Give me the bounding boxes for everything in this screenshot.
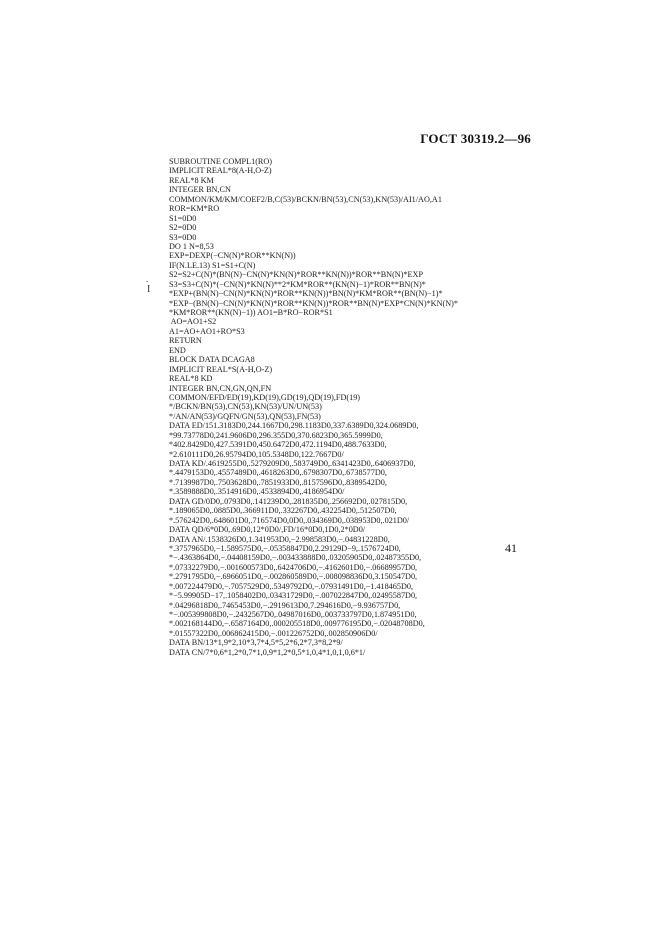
- code-line: BLOCK DATA DCAGA8: [169, 355, 255, 365]
- code-line: *.189065D0,.0885D0,.366911D0,.332267D0,.432254D0,.512507D0,: [169, 506, 397, 516]
- code-line: *−5.99905D−17,.1058402D0,.03431729D0,−.007022847D0,.02495587D0,: [169, 591, 418, 601]
- code-line: *.4479153D0,.4557489D0,.4618263D0,.6798307D0,.6738577D0,: [169, 468, 387, 478]
- fortran-code-listing: [169, 157, 529, 657]
- code-line: IF(N.LE.13) S1=S1+C(N): [169, 260, 256, 270]
- code-line: SUBROUTINE COMPL1(RO): [169, 157, 273, 166]
- code-line: COMMON/KM/KM/COEF2/B,C(53)/BCKN/BN(53),CN(53),KN(53)/AI1/AO,A1: [169, 194, 442, 204]
- code-line: DO 1 N=8,53: [169, 241, 214, 251]
- code-line: A1=AO+AO1+RO*S3: [169, 326, 245, 336]
- code-line: INTEGER BN,CN: [169, 185, 231, 195]
- code-line: INTEGER BN,CN,GN,QN,FN: [169, 383, 272, 393]
- code-line: *.2791795D0,−.6966051D0,−.002860589D0,−.008098836D0,3.150547D0,: [169, 572, 418, 582]
- code-line: REAL*8 KM: [169, 175, 214, 185]
- code-line: DATA CN/7*0,6*1,2*0,7*1,0,9*1,2*0,5*1,0,4*1,0,1,0,6*1/: [169, 647, 366, 657]
- code-line: */AN/AN(53)/GQFN/GN(53),QN(53),FN(53): [169, 411, 321, 421]
- code-line: *.01557322D0,.006862415D0,−.001226752D0,.002850906D0/: [169, 628, 378, 638]
- code-line: RETURN: [169, 336, 202, 346]
- code-line: ROR=KM*RO: [169, 204, 220, 214]
- code-line: *.007224479D0,−.7057529D0,.5349792D0,−.07931491D0,−1.418465D0,: [169, 581, 414, 591]
- code-line: DATA QD/6*0D0,.69D0,12*0D0/,FD/16*0D0,1D0,2*0D0/: [169, 525, 366, 535]
- margin-dot-mark: .: [146, 274, 149, 284]
- code-line: */BCKN/BN(53),CN(53),KN(53)/UN/UN(53): [169, 402, 322, 412]
- code-line: DATA ED/151.3183D0,244.1667D0,298.1183D0,337.6389D0,324.0689D0,: [169, 421, 419, 431]
- standard-header: ГОСТ 30319.2—96: [420, 131, 531, 146]
- code-line: COMMON/EFD/ED(19),KD(19),GD(19),QD(19),FD(19): [169, 392, 361, 402]
- code-line: S3=0D0: [169, 232, 197, 242]
- code-line: IMPLICIT REAL*S(A-H,O-Z): [169, 364, 273, 374]
- code-line: AO=AO1+S2: [169, 317, 217, 327]
- margin-change-mark: I: [147, 284, 151, 295]
- code-line: S3=S3+C(N)*(−CN(N)*KN(N)**2*KM*ROR**(KN(N)−1)*ROR**BN(N)*: [169, 279, 426, 289]
- code-line: S2=S2+C(N)*(BN(N)−CN(N)*KN(N)*ROR**KN(N))*ROR**BN(N)*EXP: [169, 270, 424, 280]
- code-line: *EXP+(BN(N)−CN(N)*KN(N)*ROR**KN(N))*BN(N)*KM*ROR**(BN(N)−1)*: [169, 289, 443, 299]
- code-line: *.002168144D0,−.6587164D0,.000205518D0,.009776195D0,−.02048708D0,: [169, 619, 425, 629]
- code-line: *.3589888D0,.3514916D0,.4533894D0,.4186954D0/: [169, 487, 345, 497]
- code-line: *402.8429D0,427.5391D0,450.6472D0,472.1194D0,488.7633D0,: [169, 440, 387, 450]
- code-line: REAL*8 KD: [169, 374, 213, 384]
- code-line: *.3757965D0,−1.589575D0,−.05358847D0,2.29129D−9,.1576724D0,: [169, 543, 401, 553]
- code-line: IMPLICIT REAL*8(A-H,O-Z): [169, 166, 272, 176]
- code-line: *.04296818D0,.7465453D0,−.2919613D0,7.294616D0,−9.936757D0,: [169, 600, 401, 610]
- code-line: DATA AN/.1538326D0,1.341953D0,−2.998583D0,−.04831228D0,: [169, 534, 390, 544]
- code-line: EXP=DEXP(−CN(N)*ROR**KN(N)): [169, 251, 296, 261]
- code-line: *2.610111D0,26.95794D0,105.5348D0,122.7667D0/: [169, 449, 344, 459]
- code-line: DATA GD/0D0,.0793D0,.141239D0,.281835D0,.256692D0,.027815D0,: [169, 496, 408, 506]
- code-line: *KM*ROR**(KN(N)−1)) AO1=B*RO−ROR*S1: [169, 308, 333, 317]
- code-line: *.07332279D0,−.001600573D0,.6424706D0,−.4162601D0,−.06689957D0,: [169, 562, 418, 572]
- code-line: DATA KD/.4619255D0,.5279209D0,.583749D0,.6341423D0,.6406937D0,: [169, 459, 416, 468]
- code-line: S2=0D0: [169, 223, 197, 233]
- page-number: 41: [505, 541, 517, 555]
- code-line: *EXP−(BN(N)−CN(N)*KN(N)*ROR**KN(N))*ROR**BN(N)*EXP*CN(N)*KN(N)*: [169, 298, 458, 308]
- code-line: *−.4363864D0,−.04408159D0,−.003433888D0,.03205905D0,.02487355D0,: [169, 553, 422, 563]
- code-line: *−.005399808D0,−.2432567D0,.04987016D0,.003733797D0,1.874951D0,: [169, 610, 417, 619]
- code-line: DATA BN/13*1,9*2,10*3,7*4,5*5,2*6,2*7,3*8,2*9/: [169, 638, 343, 648]
- code-line: S1=0D0: [169, 213, 197, 223]
- code-line: END: [169, 345, 186, 355]
- code-line: *.7139987D0,.7503628D0,.7851933D0,.8157596D0,.8389542D0,: [169, 477, 387, 487]
- code-line: *99.73778D0,241.9606D0,296.355D0,370.6823D0,365.5999D0,: [169, 430, 383, 440]
- code-line: *.576242D0,.648601D0,.716574D0,0D0,.034369D0,.038953D0,.021D0/: [169, 515, 410, 525]
